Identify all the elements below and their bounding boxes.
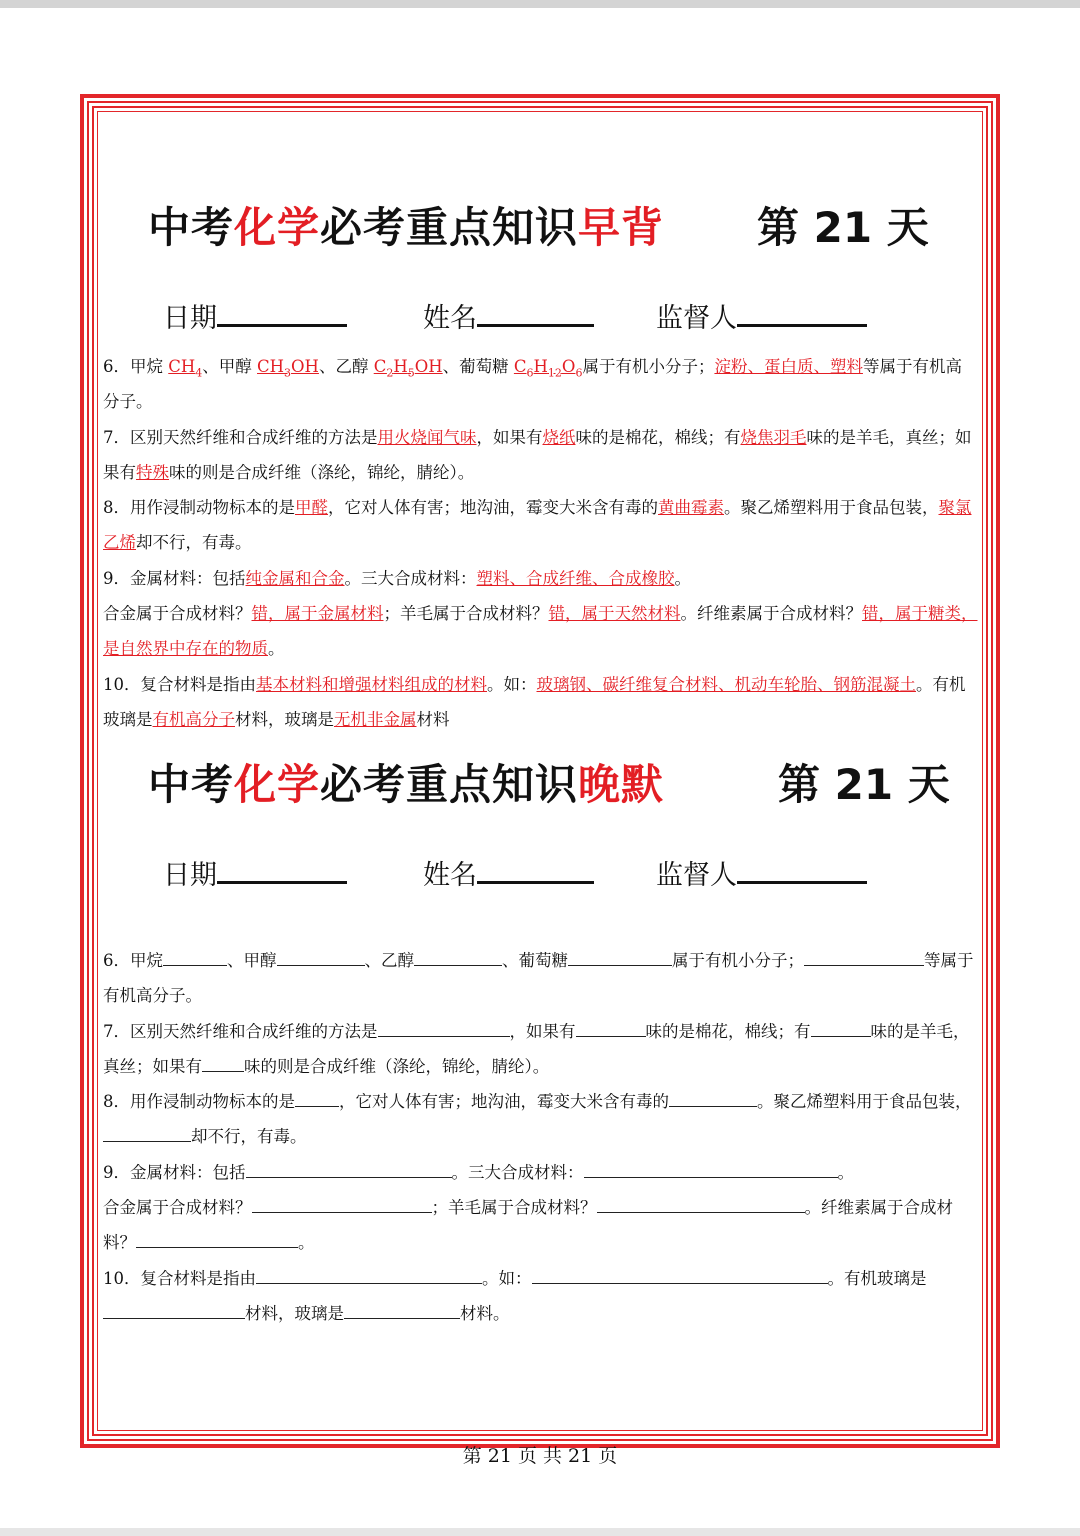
- date-blank[interactable]: [217, 300, 347, 327]
- fill-blank[interactable]: [103, 1127, 191, 1142]
- answer: 用火烧闻气味: [377, 427, 477, 447]
- evening-item-8: [103, 1084, 978, 1155]
- name-label: 姓名: [423, 303, 477, 334]
- answer: 错，属于天然材料: [548, 604, 681, 624]
- text: 味的是羊毛，真丝；如果有: [103, 1021, 970, 1076]
- title-part: 必考重点知识: [320, 760, 579, 809]
- text: 。聚乙烯塑料用于食品包装，: [724, 498, 939, 518]
- fill-blank[interactable]: [252, 1198, 432, 1213]
- answer-glucose: [513, 357, 583, 380]
- answer: 烧纸: [542, 427, 576, 447]
- fill-blank[interactable]: [576, 1022, 646, 1037]
- fill-blank[interactable]: [246, 1163, 452, 1178]
- text: 等属于有机高分子。: [103, 951, 974, 1006]
- fill-blank[interactable]: [568, 951, 672, 966]
- fill-blank[interactable]: [584, 1163, 838, 1178]
- fill-blank[interactable]: [414, 951, 502, 966]
- text: 味的是羊毛，真丝；如果有: [103, 427, 972, 482]
- text: 。三大合成材料：: [451, 1162, 584, 1182]
- text: 、甲醇: [227, 951, 277, 970]
- text: 10．复合材料是指由: [103, 1268, 256, 1288]
- title-part: 必考重点知识: [320, 203, 579, 252]
- text: O: [561, 357, 576, 376]
- text: 材料，玻璃是: [235, 709, 334, 729]
- fill-blank[interactable]: [295, 1092, 339, 1107]
- answer: 聚氯乙烯: [103, 498, 972, 553]
- text: 7．区别天然纤维和合成纤维的方法是: [103, 427, 378, 447]
- text: ，它对人体有害；地沟油，霉变大米含有毒的: [328, 498, 658, 518]
- text: 、葡萄糖: [442, 357, 514, 376]
- answer: 烧焦羽毛: [740, 427, 807, 447]
- answer-ch4: [168, 357, 203, 380]
- evening-item-10: [103, 1261, 978, 1332]
- date-label: 日期: [163, 860, 217, 891]
- text: 材料，玻璃是: [245, 1303, 344, 1323]
- text: 8．用作浸制动物标本的是: [103, 1092, 295, 1112]
- text: 、乙醇: [318, 357, 374, 376]
- text: 。如：: [482, 1268, 532, 1288]
- evening-title: [148, 760, 664, 810]
- text: 、甲醇: [202, 357, 258, 376]
- evening-content: [103, 943, 978, 1331]
- text: 却不行，有毒。: [136, 533, 252, 553]
- answer: 塑料、合成纤维、合成橡胶: [476, 568, 675, 588]
- text: 合金属于合成材料？: [103, 604, 252, 624]
- fill-blank[interactable]: [277, 951, 365, 966]
- supervisor-field: [656, 300, 867, 336]
- text: C: [513, 357, 527, 376]
- bottom-bar: [0, 1528, 1080, 1536]
- morning-item-6: [103, 349, 978, 420]
- text: ，如果有: [509, 1021, 576, 1041]
- text: CH: [168, 357, 196, 376]
- text: 合金属于合成材料？: [103, 1198, 252, 1218]
- page-number: 第 21 页 共 21 页: [462, 1445, 618, 1467]
- supervisor-label: 监督人: [656, 860, 737, 891]
- text: 8．用作浸制动物标本的是: [103, 498, 295, 518]
- title-subject: 化学: [234, 760, 321, 809]
- morning-item-9b: [103, 596, 978, 667]
- morning-item-10: [103, 667, 978, 738]
- text: 、乙醇: [364, 951, 414, 970]
- evening-item-7: [103, 1014, 978, 1085]
- answer: 错，属于糖类，是自然界中存在的物质: [103, 604, 978, 659]
- fill-blank[interactable]: [103, 1304, 245, 1319]
- text: 、葡萄糖: [502, 951, 568, 970]
- title-part: 中考: [148, 203, 235, 252]
- text: 9．金属材料：包括: [103, 568, 246, 588]
- subscript: 4: [195, 366, 203, 380]
- supervisor-label: 监督人: [656, 303, 737, 334]
- morning-item-8: [103, 490, 978, 561]
- text: 属于有机小分子；: [582, 357, 715, 376]
- text: 味的则是合成纤维（涤纶，锦纶，腈纶）。: [244, 1056, 550, 1076]
- text: 却不行，有毒。: [191, 1127, 307, 1147]
- text: 。: [674, 568, 691, 588]
- morning-item-7: [103, 420, 978, 491]
- answer: 淀粉、蛋白质、塑料: [714, 357, 863, 376]
- text: C: [373, 357, 387, 376]
- morning-item-9: [103, 561, 978, 596]
- supervisor-field: [656, 857, 867, 893]
- text: 10．复合材料是指由: [103, 674, 256, 694]
- answer-ch3oh: [257, 357, 319, 380]
- fill-blank[interactable]: [136, 1233, 298, 1248]
- title-subject: 化学: [234, 203, 321, 252]
- text: 7．区别天然纤维和合成纤维的方法是: [103, 1021, 378, 1041]
- subscript: 3: [284, 366, 292, 380]
- text: 。: [837, 1162, 854, 1182]
- text: ；羊毛属于合成材料？: [431, 1198, 597, 1218]
- text: 。: [298, 1233, 315, 1253]
- fill-blank[interactable]: [202, 1057, 244, 1072]
- text: 。三大合成材料：: [344, 568, 477, 588]
- text: 。有机玻璃是: [827, 1268, 927, 1288]
- evening-item-9: [103, 1155, 978, 1190]
- text: OH: [414, 357, 443, 376]
- name-blank[interactable]: [477, 300, 594, 327]
- text: 9．金属材料：包括: [103, 1162, 246, 1182]
- answer: 基本材料和增强材料组成的材料: [256, 674, 487, 694]
- text: 6．甲烷: [103, 951, 163, 970]
- text: 。有机玻璃是: [103, 674, 966, 729]
- text: H: [393, 357, 408, 376]
- evening-item-6: [103, 943, 978, 1014]
- evening-day-label: 第 21 天: [778, 760, 950, 809]
- text: 材料: [416, 709, 450, 729]
- fill-blank[interactable]: [256, 1269, 482, 1284]
- text: 。纤维素属于合成材料？: [103, 1198, 953, 1253]
- subscript: 2: [386, 366, 394, 380]
- answer: 有机高分子: [152, 709, 235, 729]
- text: 6．甲烷: [103, 357, 169, 376]
- text: ，如果有: [476, 427, 543, 447]
- text: 味的是棉花，棉线；有: [575, 427, 741, 447]
- title-session: 晚默: [578, 760, 665, 809]
- date-field: [163, 857, 347, 893]
- name-field: [423, 857, 594, 893]
- fill-blank[interactable]: [597, 1198, 805, 1213]
- text: 材料。: [460, 1303, 510, 1323]
- text: 。聚乙烯塑料用于食品包装，: [757, 1092, 972, 1112]
- text: 味的则是合成纤维（涤纶，锦纶，腈纶）。: [169, 462, 475, 482]
- subscript: 5: [407, 366, 415, 380]
- answer: 错，属于金属材料: [251, 604, 384, 624]
- fill-blank[interactable]: [344, 1304, 460, 1319]
- text: ；羊毛属于合成材料？: [383, 604, 549, 624]
- morning-day-label: 第 21 天: [757, 203, 929, 252]
- answer: 无机非金属: [334, 709, 417, 729]
- date-field: [163, 300, 347, 336]
- answer: 甲醛: [295, 498, 328, 518]
- fill-blank[interactable]: [811, 1022, 871, 1037]
- name-label: 姓名: [423, 860, 477, 891]
- text: ，它对人体有害；地沟油，霉变大米含有毒的: [339, 1092, 669, 1112]
- supervisor-blank[interactable]: [737, 300, 867, 327]
- answer: 玻璃钢、碳纤维复合材料、机动车轮胎、钢筋混凝土: [536, 674, 916, 694]
- text: 味的是棉花，棉线；有: [645, 1021, 811, 1041]
- name-field: [423, 300, 594, 336]
- supervisor-blank[interactable]: [737, 857, 867, 884]
- answer: 黄曲霉素: [658, 498, 724, 518]
- subscript: 6: [575, 366, 583, 380]
- fill-blank[interactable]: [532, 1269, 828, 1284]
- subscript: 6: [526, 366, 534, 380]
- answer: 纯金属和合金: [245, 568, 345, 588]
- fill-blank[interactable]: [669, 1092, 757, 1107]
- answer-c2h5oh: [373, 357, 443, 380]
- top-bar: [0, 0, 1080, 8]
- fill-blank[interactable]: [378, 1022, 510, 1037]
- fill-blank[interactable]: [804, 951, 924, 966]
- text: 。如：: [487, 674, 537, 694]
- text: 等属于有机高分子。: [103, 357, 962, 412]
- evening-item-9b: [103, 1190, 978, 1261]
- subscript: 12: [547, 366, 562, 380]
- fill-blank[interactable]: [163, 951, 227, 966]
- title-part: 中考: [148, 760, 235, 809]
- text: CH: [257, 357, 285, 376]
- date-label: 日期: [163, 303, 217, 334]
- answer: 特殊: [136, 462, 169, 482]
- morning-title: [148, 203, 664, 253]
- title-session: 早背: [578, 203, 665, 252]
- text: OH: [291, 357, 319, 376]
- date-blank[interactable]: [217, 857, 347, 884]
- name-blank[interactable]: [477, 857, 594, 884]
- text: H: [533, 357, 548, 376]
- text: 。: [268, 639, 285, 659]
- text: 。纤维素属于合成材料？: [680, 604, 862, 624]
- morning-content: [103, 349, 978, 737]
- text: 属于有机小分子；: [672, 951, 804, 970]
